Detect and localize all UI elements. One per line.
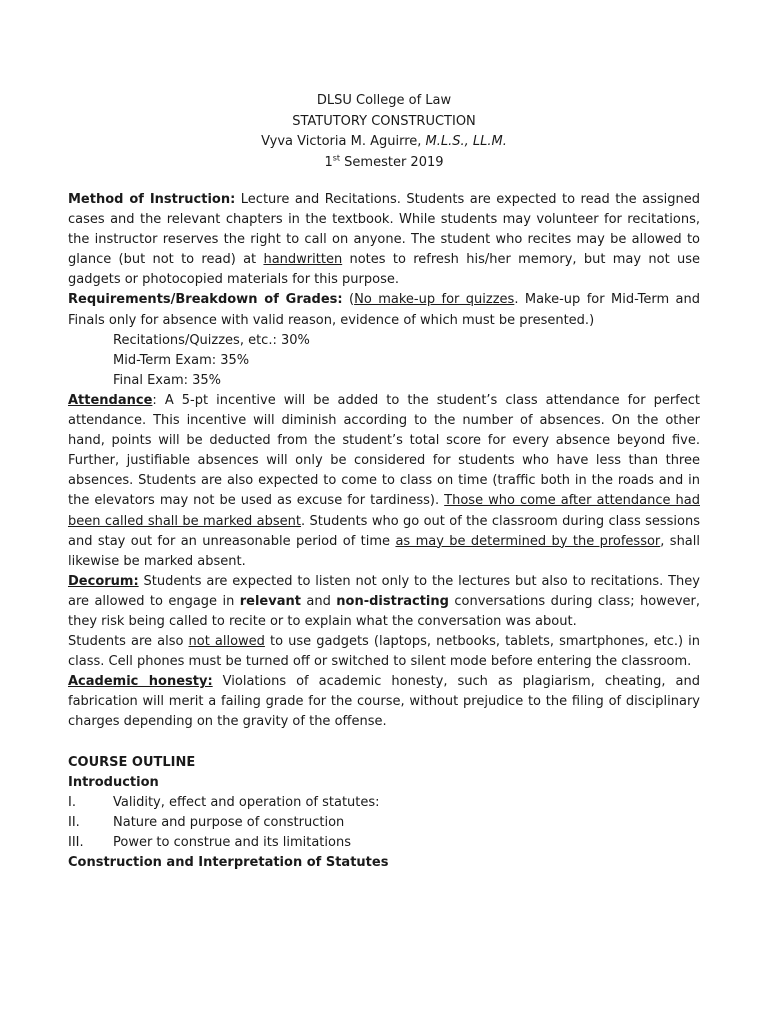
attendance-text-2: . Students who go out of the classroom during class sessions and stay out for an unreasonable period of time [68, 513, 700, 549]
method-text: Lecture and Recitations. Students are expected to read the assigned cases and the relevant chapters in the textbook. While students may volunteer for recitations, the instructor reserves the right to call on anyone. The student who recites may be allowed to glance (but not to read) at [68, 192, 700, 268]
outline-item-number: I. [68, 794, 76, 810]
outline-item [68, 833, 700, 853]
outline-item [68, 813, 700, 833]
grades-label: Requirements/Breakdown of Grades: [68, 292, 343, 308]
outline-title-text: COURSE OUTLINE [68, 754, 196, 770]
outline-item-text: Nature and purpose of construction [113, 814, 345, 830]
document-body [68, 190, 700, 873]
honesty-paragraph [68, 672, 700, 732]
college-name: DLSU College of Law [316, 93, 452, 108]
method-paragraph [68, 190, 700, 290]
attendance-text-3: , shall likewise be marked absent. [68, 533, 701, 569]
outline-title [68, 753, 700, 773]
gadgets-text: Students are also [68, 634, 189, 650]
grade-item-midterm: Mid-Term Exam: 35% [113, 352, 250, 368]
attendance-paragraph [68, 391, 700, 572]
outline-section-introduction [68, 773, 700, 793]
outline-section-construction [68, 853, 700, 873]
decorum-text: Students are expected to listen not only to the lectures but also to recitations. They are allowed to engage in [68, 573, 700, 609]
instructor-degrees: M.L.S., LL.M. [425, 134, 507, 149]
grades-paren: ( [342, 292, 355, 308]
outline-item [68, 793, 700, 813]
honesty-label: Academic honesty: [68, 674, 213, 690]
semester-suffix: st [332, 153, 341, 163]
outline-section-construction-text: Construction and Interpretation of Statutes [68, 855, 389, 870]
grades-paragraph [68, 290, 700, 330]
document-header [0, 91, 768, 173]
semester-rest: Semester 2019 [340, 154, 444, 170]
method-text-2: notes to refresh his/her memory, but may not use gadgets or photocopied materials for this purpose. [68, 252, 700, 288]
attendance-underline-2: as may be determined by the professor [395, 533, 661, 549]
attendance-label: Attendance [68, 392, 153, 408]
semester-number: 1 [324, 154, 333, 170]
section-gap [68, 733, 700, 753]
attendance-text: : A 5-pt incentive will be added to the student’s class attendance for perfect attendance. This incentive will diminish according to the number of absences. On the other hand, points will be deducted from the student’s total score for every absence beyond five. Further, justifiable absences will only be considered for students who have less than three absences. Students are also expected to come to class on time (traffic both in the roads and in the elevators may not be used as excuse for tardiness). [68, 392, 700, 509]
decorum-text-2: conversations during class; however, they risk being called to recite or to explain what the conversation was about. [68, 593, 700, 629]
grades-text: . Make-up for Mid-Term and Finals only for absence with valid reason, evidence of which must be presented.) [68, 292, 700, 328]
outline-item-number: II. [68, 814, 80, 830]
outline-item-text: Power to construe and its limitations [113, 834, 351, 850]
gadgets-underline: not allowed [188, 634, 265, 650]
method-label: Method of Instruction: [68, 192, 236, 207]
outline-item-text: Validity, effect and operation of statutes: [113, 794, 380, 810]
decorum-and: and [300, 593, 337, 609]
decorum-bold-relevant: relevant [239, 593, 301, 609]
decorum-paragraph [68, 572, 700, 632]
attendance-underline-1: Those who come after attendance had been called shall be marked absent [68, 493, 700, 529]
decorum-bold-nondistracting: non-distracting [336, 593, 449, 609]
method-underline: handwritten [263, 252, 343, 268]
gadgets-paragraph [68, 632, 700, 672]
grades-underline: No make-up for quizzes [354, 292, 515, 308]
outline-item-number: III. [68, 834, 84, 850]
course-title: STATUTORY CONSTRUCTION [292, 113, 476, 129]
gadgets-text-2: to use gadgets (laptops, netbooks, tablets, smartphones, etc.) in class. Cell phones must be turned off or switched to silent mode before entering the classroom. [68, 634, 700, 670]
grade-item-recitations: Recitations/Quizzes, etc.: 30% [113, 332, 310, 348]
honesty-text: Violations of academic honesty, such as plagiarism, cheating, and fabrication will merit a failing grade for the course, without prejudice to the filing of disciplinary charges depending on the gravity of the offense. [68, 674, 700, 730]
grade-item-final: Final Exam: 35% [113, 372, 222, 388]
instructor-name: Vyva Victoria M. Aguirre, [261, 134, 426, 149]
decorum-label: Decorum: [68, 573, 139, 589]
instructor-line [0, 132, 768, 153]
semester-line [0, 153, 768, 174]
outline-section-introduction-text: Introduction [68, 774, 159, 790]
